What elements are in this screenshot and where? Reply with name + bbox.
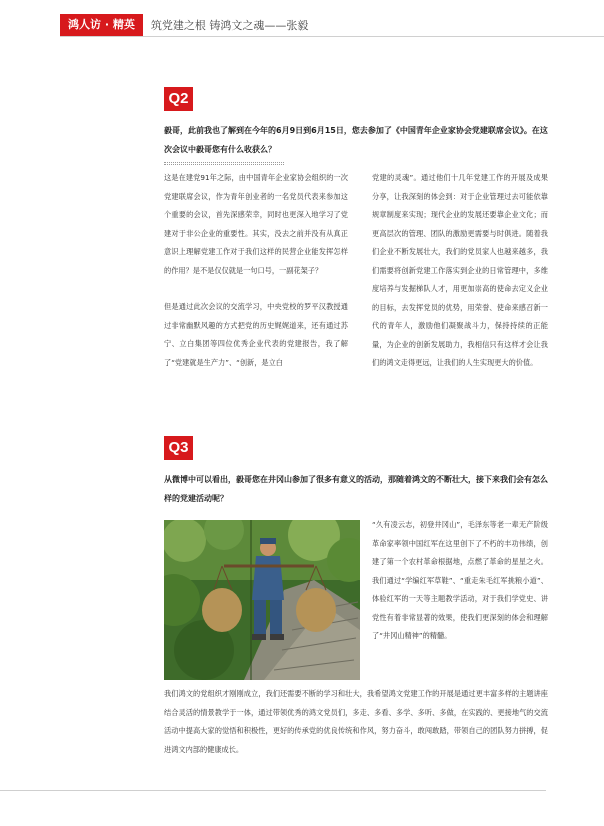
header-divider <box>60 36 604 37</box>
q2-left-column <box>164 169 348 372</box>
q2-question: 毅哥，此前我也了解到在今年的6月9日到6月15日，您去参加了《中国青年企业家协会党建联席会议》。在这次会议中毅哥您有什么收获么？ <box>164 126 548 154</box>
q3-right-column <box>372 516 548 646</box>
photo-illustration <box>164 520 360 680</box>
q2-right-column <box>372 169 548 373</box>
article-title: 筑党建之根 铸鸿文之魂——张毅 <box>150 19 309 32</box>
q3-badge: Q3 <box>164 436 193 460</box>
q2-badge: Q2 <box>164 87 193 111</box>
q3-right-paragraph: “久有凌云志，初登井冈山”，毛泽东等老一辈无产阶级革命家率领中国红军在这里创下了不朽的丰功伟绩，创建了第一个农村革命根据地，点燃了革命的星星之火。我们通过“学编红军草鞋”、“重走朱毛红军挑粮小道”、体验红军的一天等主题教学活动，对于我们学党史、讲党性有着非常显著的效果，使我们更深刻的体会和理解了“井冈山精神”的精髓。 <box>372 520 548 640</box>
q3-full-column <box>164 685 548 759</box>
q2-left-paragraph-2: 但是通过此次会议的交流学习，中央党校的罗平汉教授通过非常幽默风趣的方式把党的历史娓娓道来，还有通过苏宁、立白集团等四位优秀企业代表的党建报告，我了解了“党建就是生产力”、“创新，是立白 <box>164 302 348 367</box>
q2-left-paragraph-1: 这是在建党91年之际，由中国青年企业家协会组织的一次党建联席会议，作为青年创业者的一名党员代表来参加这个重要的会议，首先深感荣幸，同时也更深入地学习了党建对于非公企业的重要性。其实，没去之前并没有从真正意识上理解党建工作对于我们这样的民营企业能发挥怎样的作用？是不是仅仅就是一句口号，一副花架子？ <box>164 173 348 275</box>
footer-divider <box>0 790 546 791</box>
section-tag: 鸿人访 · 精英 <box>60 14 143 36</box>
jinggangshan-photo <box>164 520 360 680</box>
q3-question: 从微博中可以看出，毅哥您在井冈山参加了很多有意义的活动，那随着鸿文的不断壮大，接下来我们会有怎么样的党建活动呢？ <box>164 475 548 503</box>
q3-full-paragraph: 我们鸿文的党组织才刚刚成立，我们还需要不断的学习和壮大，我希望鸿文党建工作的开展是通过更丰富多样的主题讲座结合灵活的情景教学于一体，通过带领优秀的鸿文党员们，多走、多看、多学、多听、多做，在实践的、更接地气的交流活动中提高大家的觉悟和积极性，更好的传承党的优良传统和作风，努力奋斗，敢闯敢踏，带领自己的团队努力拼搏，促进鸿文内部的健康成长。 <box>164 689 548 754</box>
q2-dotted-divider <box>164 162 284 165</box>
q2-right-paragraph: 党建的灵魂”。通过他们十几年党建工作的开展及成果分享，让我深刻的体会到：对于企业管理过去可能依靠规章制度来实现；现代企业的发展还要靠企业文化；而更高层次的管理、团队的激励更需要与时俱进。随着我们企业不断发展壮大，我们的党员家人也越来越多，我们需要将创新党建工作落实到企业的日常管理中，多维度培养与发掘梯队人才，用更加崇高的使命去定义企业的目标，去发挥党员的优势，用荣誉、使命来感召新一代的青年人，激励他们凝聚战斗力，保持持续的正能量，为企业的创新发展助力，我相信只有这样才会让我们的鸿文走得更远，让我们的人生实现更大的价值。 <box>372 173 548 367</box>
